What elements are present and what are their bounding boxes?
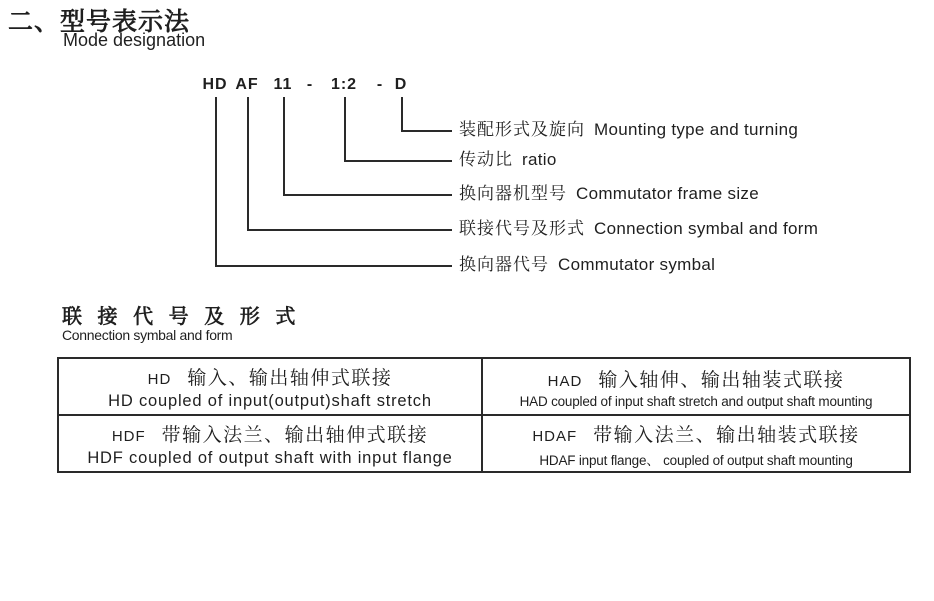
cell-hdf-zh-line	[63, 420, 477, 447]
table-heading-en: Connection symbal and form	[62, 327, 233, 343]
table-cell-hdaf	[482, 415, 910, 472]
label-commutator-symbol	[459, 254, 715, 276]
label-frame-size-en: Commutator frame size	[576, 184, 759, 203]
cell-hd-zh-line	[63, 363, 477, 390]
cell-hdaf-en: HDAF input flange、 coupled of output shaft mounting	[539, 452, 853, 468]
cell-had-zh-line	[487, 365, 905, 392]
table-cell-hdf	[58, 415, 482, 472]
page-subtitle: Mode designation	[63, 30, 206, 50]
table-row	[58, 358, 910, 415]
connection-table	[57, 357, 911, 473]
label-connection-zh: 联接代号及形式	[459, 219, 585, 238]
cell-hd-en: HD coupled of input(output)shaft stretch	[108, 392, 432, 410]
code-token-ratio: 1:2	[330, 76, 358, 93]
code-token-commutator-symbol: HD	[202, 76, 228, 93]
label-mounting-type	[459, 119, 798, 141]
cell-hdaf-code: HDAF	[532, 427, 578, 445]
label-mounting-type-zh: 装配形式及旋向	[459, 120, 585, 139]
code-token-dash-1: -	[306, 76, 314, 93]
cell-hdaf-zh: 带输入法兰、输出轴装式联接	[593, 424, 860, 446]
table-row	[58, 415, 910, 472]
cell-hdf-code: HDF	[111, 428, 146, 445]
label-frame-size-zh: 换向器机型号	[459, 184, 567, 203]
cell-hdf-zh: 带输入法兰、输出轴伸式联接	[161, 425, 429, 446]
code-token-mounting: D	[394, 76, 408, 93]
cell-had-en: HAD coupled of input shaft stretch and output shaft mounting	[519, 394, 873, 409]
cell-hdaf-zh-line	[487, 420, 905, 447]
table-cell-hd	[58, 358, 482, 415]
cell-had-zh: 输入轴伸、输出轴装式联接	[598, 370, 845, 391]
label-commutator-symbol-zh: 换向器代号	[459, 255, 549, 274]
label-connection	[459, 218, 818, 240]
label-ratio-zh: 传动比	[459, 150, 513, 169]
table-heading-zh: 联 接 代 号 及 形 式	[62, 306, 301, 328]
label-ratio-en: ratio	[522, 150, 557, 169]
cell-hd-code: HD	[147, 371, 172, 388]
page-title-text: 型号表示法	[60, 8, 191, 36]
cell-had-code: HAD	[547, 373, 583, 390]
code-token-frame-size: 11	[273, 76, 293, 93]
code-token-connection: AF	[235, 76, 259, 93]
label-connection-en: Connection symbal and form	[594, 219, 819, 238]
label-commutator-symbol-en: Commutator symbal	[558, 255, 716, 274]
label-ratio	[459, 149, 557, 171]
table-cell-had	[482, 358, 910, 415]
code-token-dash-2: -	[376, 76, 384, 93]
label-frame-size	[459, 183, 759, 205]
connector-line-commutator	[215, 97, 452, 267]
label-mounting-type-en: Mounting type and turning	[594, 120, 799, 139]
section-number: 二、	[8, 8, 61, 36]
cell-hd-zh: 输入、输出轴伸式联接	[187, 368, 393, 389]
cell-hdf-en: HDF coupled of output shaft with input flange	[87, 449, 453, 467]
